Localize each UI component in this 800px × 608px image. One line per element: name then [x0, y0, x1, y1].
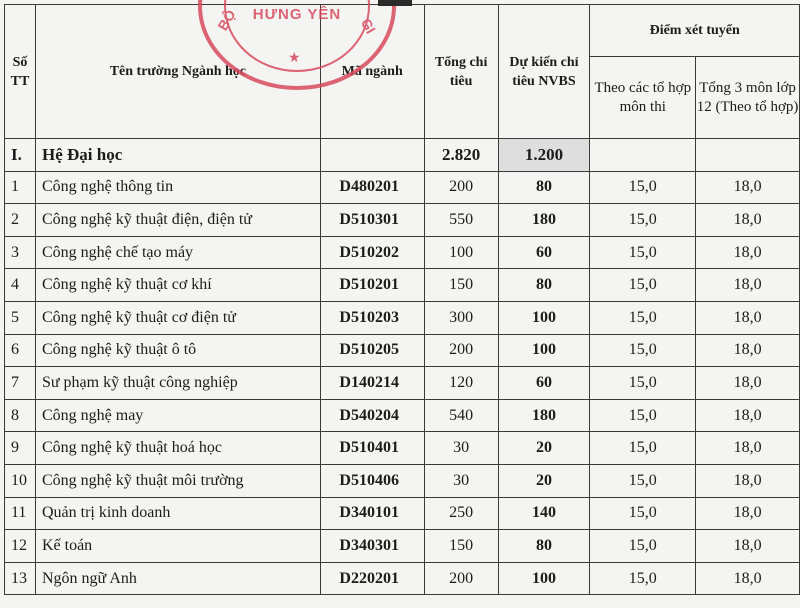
cell-total: 200 [424, 334, 498, 367]
cell-total: 540 [424, 399, 498, 432]
cell-exam: 15,0 [590, 562, 696, 595]
cell-exam: 15,0 [590, 367, 696, 400]
header-nvbs: Dự kiến chỉ tiêu NVBS [498, 5, 590, 139]
header-name: Tên trường Ngành học [35, 5, 320, 139]
cell-exam: 15,0 [590, 530, 696, 563]
cell-nvbs: 180 [498, 399, 590, 432]
cell-grade12: 18,0 [696, 367, 800, 400]
cell-code: D140214 [320, 367, 424, 400]
cell-stt: 5 [5, 301, 36, 334]
cell-name: Quản trị kinh doanh [35, 497, 320, 530]
section-code [320, 139, 424, 172]
cell-total: 120 [424, 367, 498, 400]
cell-stt: 9 [5, 432, 36, 465]
cell-stt: 6 [5, 334, 36, 367]
cell-nvbs: 20 [498, 432, 590, 465]
cell-grade12: 18,0 [696, 334, 800, 367]
cell-nvbs: 100 [498, 562, 590, 595]
cell-code: D340301 [320, 530, 424, 563]
cell-exam: 15,0 [590, 497, 696, 530]
star-icon: ★ [288, 51, 301, 66]
cell-code: D540204 [320, 399, 424, 432]
table-row [5, 204, 800, 237]
table-row [5, 367, 800, 400]
cell-code: D480201 [320, 171, 424, 204]
cell-stt: 2 [5, 204, 36, 237]
cell-name: Sư phạm kỹ thuật công nghiệp [35, 367, 320, 400]
cell-grade12: 18,0 [696, 269, 800, 302]
cell-nvbs: 60 [498, 367, 590, 400]
cell-name: Kế toán [35, 530, 320, 563]
cell-name: Công nghệ kỹ thuật hoá học [35, 432, 320, 465]
section-row [5, 139, 800, 172]
cell-grade12: 18,0 [696, 301, 800, 334]
cell-stt: 4 [5, 269, 36, 302]
cell-exam: 15,0 [590, 399, 696, 432]
cell-name: Công nghệ kỹ thuật cơ điện tử [35, 301, 320, 334]
header-score-exam: Theo các tổ hợp môn thi [590, 57, 696, 139]
cell-total: 300 [424, 301, 498, 334]
table-row [5, 562, 800, 595]
cell-code: D510301 [320, 204, 424, 237]
table-row [5, 236, 800, 269]
cell-stt: 1 [5, 171, 36, 204]
header-total: Tổng chỉ tiêu [424, 5, 498, 139]
cell-code: D510201 [320, 269, 424, 302]
cell-grade12: 18,0 [696, 464, 800, 497]
cell-nvbs: 180 [498, 204, 590, 237]
table-row [5, 399, 800, 432]
cell-exam: 15,0 [590, 269, 696, 302]
cell-nvbs: 20 [498, 464, 590, 497]
cell-grade12: 18,0 [696, 562, 800, 595]
cell-grade12: 18,0 [696, 432, 800, 465]
section-name: Hệ Đại học [35, 139, 320, 172]
header-score-group: Điểm xét tuyển [590, 5, 800, 57]
cell-name: Công nghệ chế tạo máy [35, 236, 320, 269]
cell-name: Ngôn ngữ Anh [35, 562, 320, 595]
cell-total: 150 [424, 530, 498, 563]
cell-exam: 15,0 [590, 334, 696, 367]
cell-total: 150 [424, 269, 498, 302]
cell-total: 200 [424, 562, 498, 595]
admissions-table [4, 4, 800, 595]
cell-code: D510205 [320, 334, 424, 367]
stamp-text: HƯNG YÊN [252, 6, 342, 23]
cell-grade12: 18,0 [696, 497, 800, 530]
cell-code: D510203 [320, 301, 424, 334]
cell-total: 250 [424, 497, 498, 530]
cell-grade12: 18,0 [696, 204, 800, 237]
table-row [5, 497, 800, 530]
section-nvbs: 1.200 [498, 139, 590, 172]
cell-nvbs: 60 [498, 236, 590, 269]
cell-grade12: 18,0 [696, 171, 800, 204]
cell-name: Công nghệ kỹ thuật ô tô [35, 334, 320, 367]
cell-code: D340101 [320, 497, 424, 530]
cell-grade12: 18,0 [696, 236, 800, 269]
cell-exam: 15,0 [590, 464, 696, 497]
cell-name: Công nghệ may [35, 399, 320, 432]
cell-exam: 15,0 [590, 301, 696, 334]
section-stt: I. [5, 139, 36, 172]
table-row [5, 530, 800, 563]
cell-name: Công nghệ thông tin [35, 171, 320, 204]
stamp-left-text: BỘ [214, 6, 239, 34]
cell-grade12: 18,0 [696, 399, 800, 432]
cell-total: 550 [424, 204, 498, 237]
header-stt: Số TT [5, 5, 36, 139]
cell-nvbs: 80 [498, 269, 590, 302]
table-row [5, 432, 800, 465]
cell-exam: 15,0 [590, 171, 696, 204]
cell-stt: 7 [5, 367, 36, 400]
table-body [5, 139, 800, 595]
cell-exam: 15,0 [590, 236, 696, 269]
table-row [5, 171, 800, 204]
header-score-grade12: Tổng 3 môn lớp 12 (Theo tổ hợp) [696, 57, 800, 139]
cell-name: Công nghệ kỹ thuật điện, điện tử [35, 204, 320, 237]
cell-code: D510202 [320, 236, 424, 269]
header-row-top [5, 5, 800, 57]
cell-name: Công nghệ kỹ thuật cơ khí [35, 269, 320, 302]
cell-code: D510401 [320, 432, 424, 465]
cell-exam: 15,0 [590, 432, 696, 465]
cell-nvbs: 100 [498, 334, 590, 367]
cell-stt: 12 [5, 530, 36, 563]
cell-nvbs: 140 [498, 497, 590, 530]
table-row [5, 301, 800, 334]
cell-nvbs: 100 [498, 301, 590, 334]
cell-total: 30 [424, 432, 498, 465]
table-row [5, 334, 800, 367]
table-row [5, 269, 800, 302]
cell-code: D220201 [320, 562, 424, 595]
header-code: Mã ngành [320, 5, 424, 139]
cell-total: 30 [424, 464, 498, 497]
table-row [5, 464, 800, 497]
section-grade12 [696, 139, 800, 172]
cell-stt: 11 [5, 497, 36, 530]
cell-stt: 3 [5, 236, 36, 269]
cell-total: 100 [424, 236, 498, 269]
scan-mark [378, 0, 412, 6]
cell-nvbs: 80 [498, 171, 590, 204]
cell-code: D510406 [320, 464, 424, 497]
cell-stt: 8 [5, 399, 36, 432]
cell-stt: 13 [5, 562, 36, 595]
cell-exam: 15,0 [590, 204, 696, 237]
stamp-right-text: GI [357, 15, 380, 37]
cell-total: 200 [424, 171, 498, 204]
section-total: 2.820 [424, 139, 498, 172]
section-exam [590, 139, 696, 172]
cell-grade12: 18,0 [696, 530, 800, 563]
cell-stt: 10 [5, 464, 36, 497]
cell-nvbs: 80 [498, 530, 590, 563]
cell-name: Công nghệ kỹ thuật môi trường [35, 464, 320, 497]
